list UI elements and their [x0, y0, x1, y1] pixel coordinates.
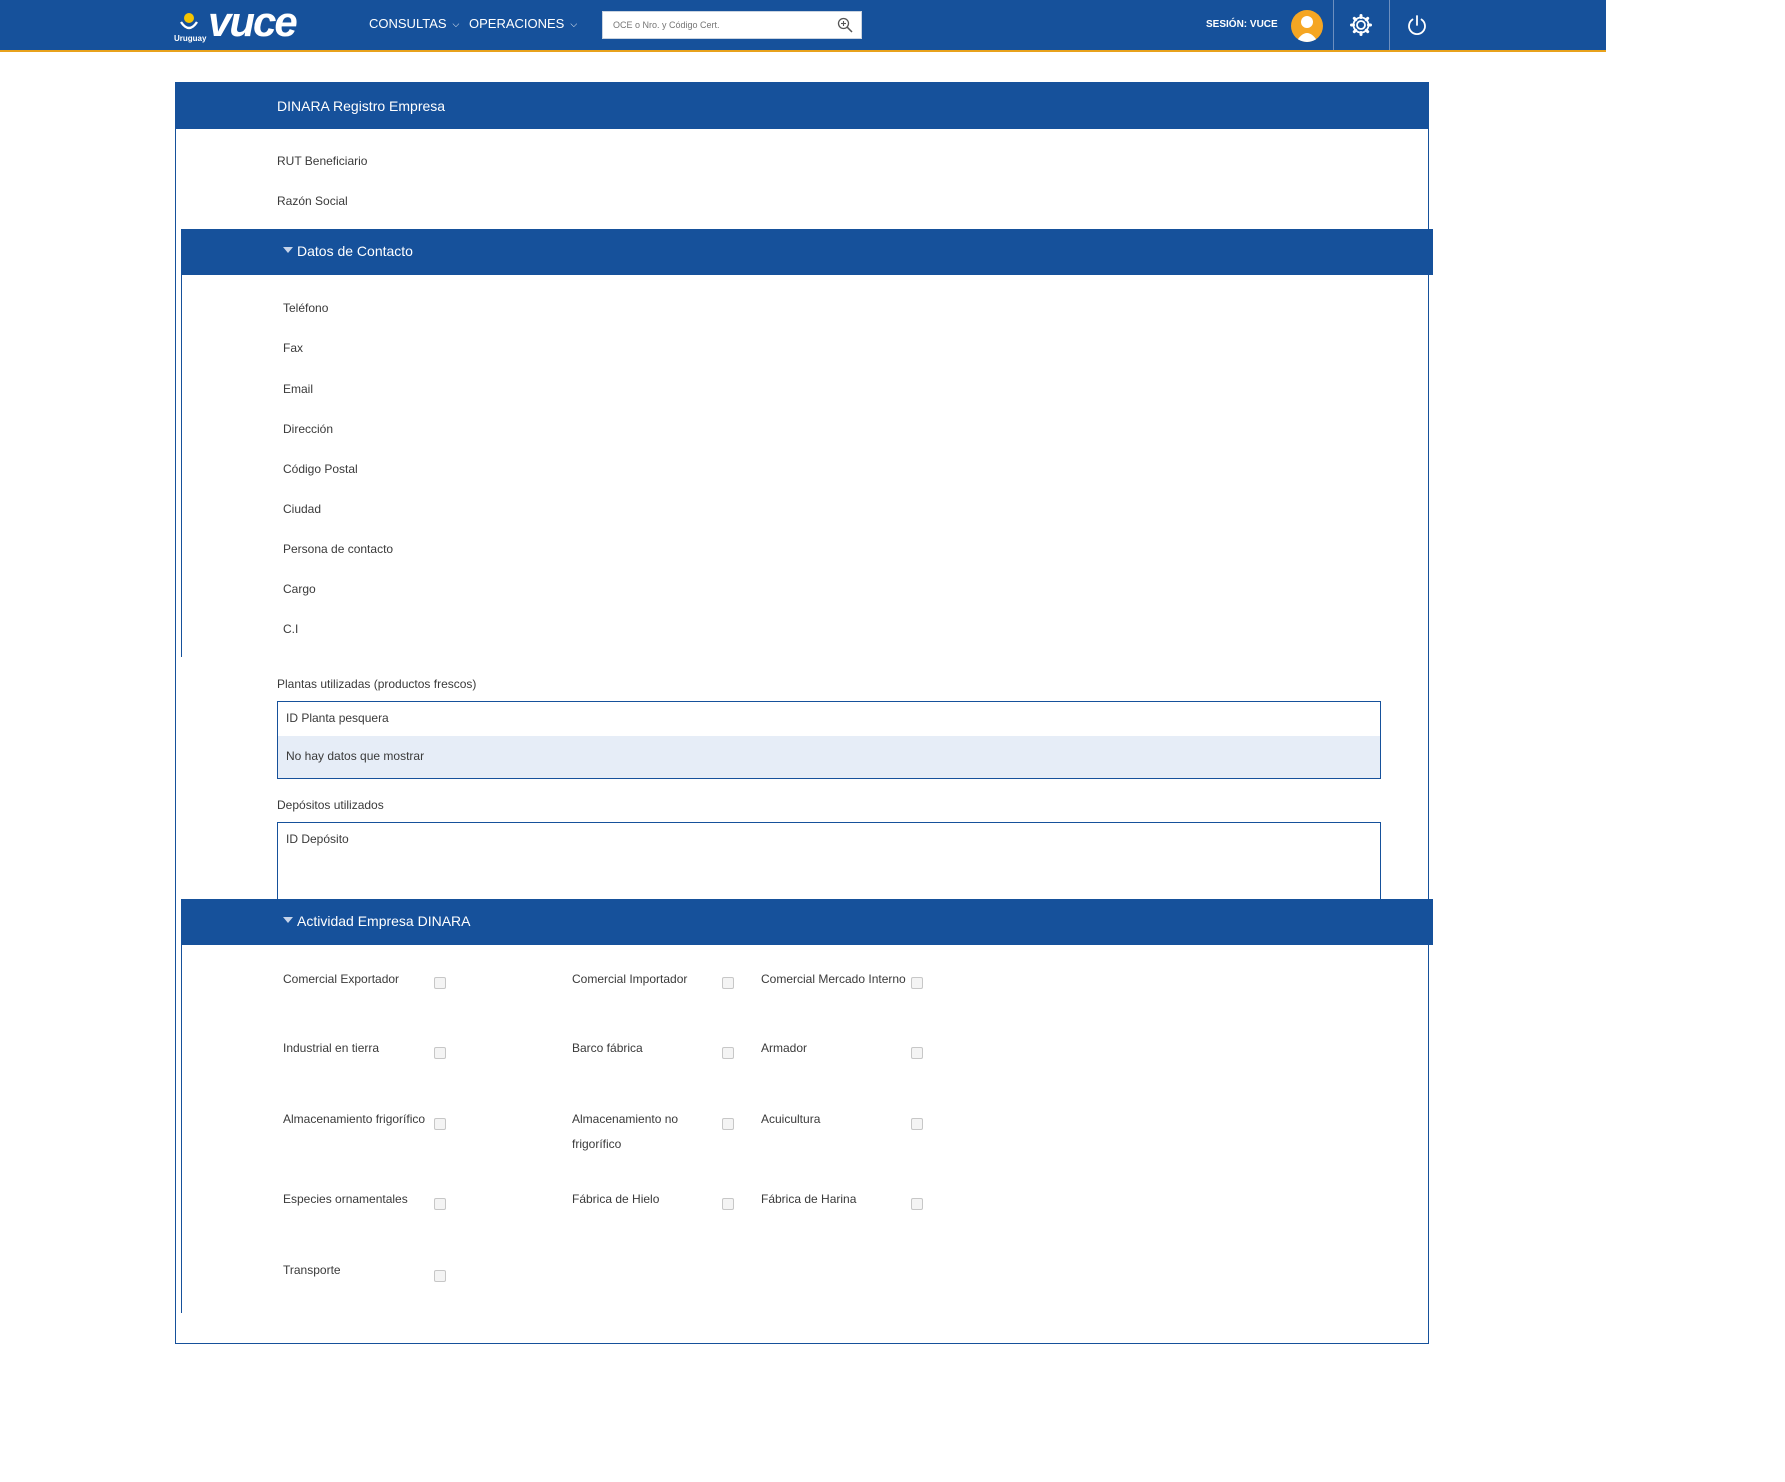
- card-header: [176, 83, 1428, 129]
- actividad-label: Comercial Mercado Interno: [761, 972, 906, 986]
- depositos-label: Depósitos utilizados: [277, 798, 384, 812]
- actividad-label: Comercial Importador: [572, 972, 688, 986]
- plantas-grid: [277, 701, 1381, 779]
- search-input[interactable]: [603, 12, 833, 38]
- sun-logo-icon: [178, 10, 200, 32]
- actividad-label: Almacenamiento no frigorífico: [572, 1112, 679, 1151]
- section-border-left: [181, 945, 182, 1313]
- top-navigation-bar: [0, 0, 1606, 52]
- persona-contacto-label: Persona de contacto: [283, 542, 394, 556]
- direccion-label: Dirección: [283, 422, 334, 436]
- actividad-title: Actividad Empresa DINARA: [297, 913, 471, 929]
- acuicultura-checkbox[interactable]: [911, 1118, 923, 1130]
- empty-message: No hay datos que mostrar: [286, 749, 425, 763]
- collapse-triangle-icon[interactable]: [283, 917, 293, 923]
- telefono-label: Teléfono: [283, 301, 329, 315]
- gear-icon[interactable]: [1349, 13, 1373, 37]
- actividad-label: Almacenamiento frigorífico: [283, 1112, 426, 1126]
- logo-country-text: Uruguay: [174, 34, 207, 43]
- comercial-exportador-checkbox[interactable]: [434, 977, 446, 989]
- divider: [1389, 0, 1390, 50]
- codigo-postal-label: Código Postal: [283, 462, 358, 476]
- razon-social-label: Razón Social: [277, 194, 348, 208]
- plantas-label: Plantas utilizadas (productos frescos): [277, 677, 477, 691]
- section-border-left: [181, 275, 182, 657]
- fabrica-de-harina-checkbox[interactable]: [911, 1198, 923, 1210]
- user-avatar[interactable]: [1291, 10, 1323, 42]
- comercial-mercado-interno-checkbox[interactable]: [911, 977, 923, 989]
- actividad-label: Fábrica de Harina: [761, 1192, 857, 1206]
- session-label: SESIÓN: VUCE: [1206, 19, 1278, 30]
- armador-checkbox[interactable]: [911, 1047, 923, 1059]
- search-box: [602, 11, 862, 39]
- actividad-label: Transporte: [283, 1263, 341, 1277]
- grid-column-header: ID Planta pesquera: [286, 711, 389, 725]
- nav-operaciones-label: OPERACIONES: [469, 16, 565, 31]
- industrial-en-tierra-checkbox[interactable]: [434, 1047, 446, 1059]
- email-label: Email: [283, 382, 314, 396]
- actividad-label: Barco fábrica: [572, 1041, 643, 1055]
- nav-consultas-label: CONSULTAS: [369, 16, 447, 31]
- actividad-label: Acuicultura: [761, 1112, 821, 1126]
- actividad-label: Comercial Exportador: [283, 972, 400, 986]
- almacenamiento-frigorifico-checkbox[interactable]: [434, 1118, 446, 1130]
- vuce-logo[interactable]: [172, 0, 322, 46]
- collapse-triangle-icon[interactable]: [283, 247, 293, 253]
- depositos-grid: [277, 822, 1381, 900]
- fabrica-de-hielo-checkbox[interactable]: [722, 1198, 734, 1210]
- nav-consultas[interactable]: [369, 16, 459, 31]
- datos-contacto-title: Datos de Contacto: [297, 243, 413, 259]
- grid-empty-row: [278, 736, 1380, 778]
- actividad-label: Industrial en tierra: [283, 1041, 380, 1055]
- zoom-search-icon[interactable]: [837, 17, 853, 33]
- actividad-label: Armador: [761, 1041, 808, 1055]
- user-icon: [1291, 10, 1323, 42]
- divider: [1333, 0, 1334, 50]
- datos-contacto-header[interactable]: [181, 229, 1433, 275]
- chevron-down-icon: ⌵: [452, 19, 460, 29]
- power-icon[interactable]: [1405, 13, 1429, 37]
- actividad-label: Especies ornamentales: [283, 1192, 408, 1206]
- cargo-label: Cargo: [283, 582, 316, 596]
- rut-beneficiario-label: RUT Beneficiario: [277, 154, 368, 168]
- logo-wordmark: vuce: [208, 0, 296, 45]
- ci-label: C.I: [283, 622, 299, 636]
- barco-fabrica-checkbox[interactable]: [722, 1047, 734, 1059]
- page-title: DINARA Registro Empresa: [277, 98, 446, 114]
- grid-column-header: ID Depósito: [286, 832, 349, 846]
- fax-label: Fax: [283, 341, 304, 355]
- actividad-label: Fábrica de Hielo: [572, 1192, 660, 1206]
- transporte-checkbox[interactable]: [434, 1270, 446, 1282]
- nav-operaciones[interactable]: [469, 16, 577, 31]
- ciudad-label: Ciudad: [283, 502, 322, 516]
- almacenamiento-no-frigorifico-checkbox[interactable]: [722, 1118, 734, 1130]
- comercial-importador-checkbox[interactable]: [722, 977, 734, 989]
- actividad-header[interactable]: [181, 899, 1433, 945]
- chevron-down-icon: ⌵: [570, 19, 578, 29]
- especies-ornamentales-checkbox[interactable]: [434, 1198, 446, 1210]
